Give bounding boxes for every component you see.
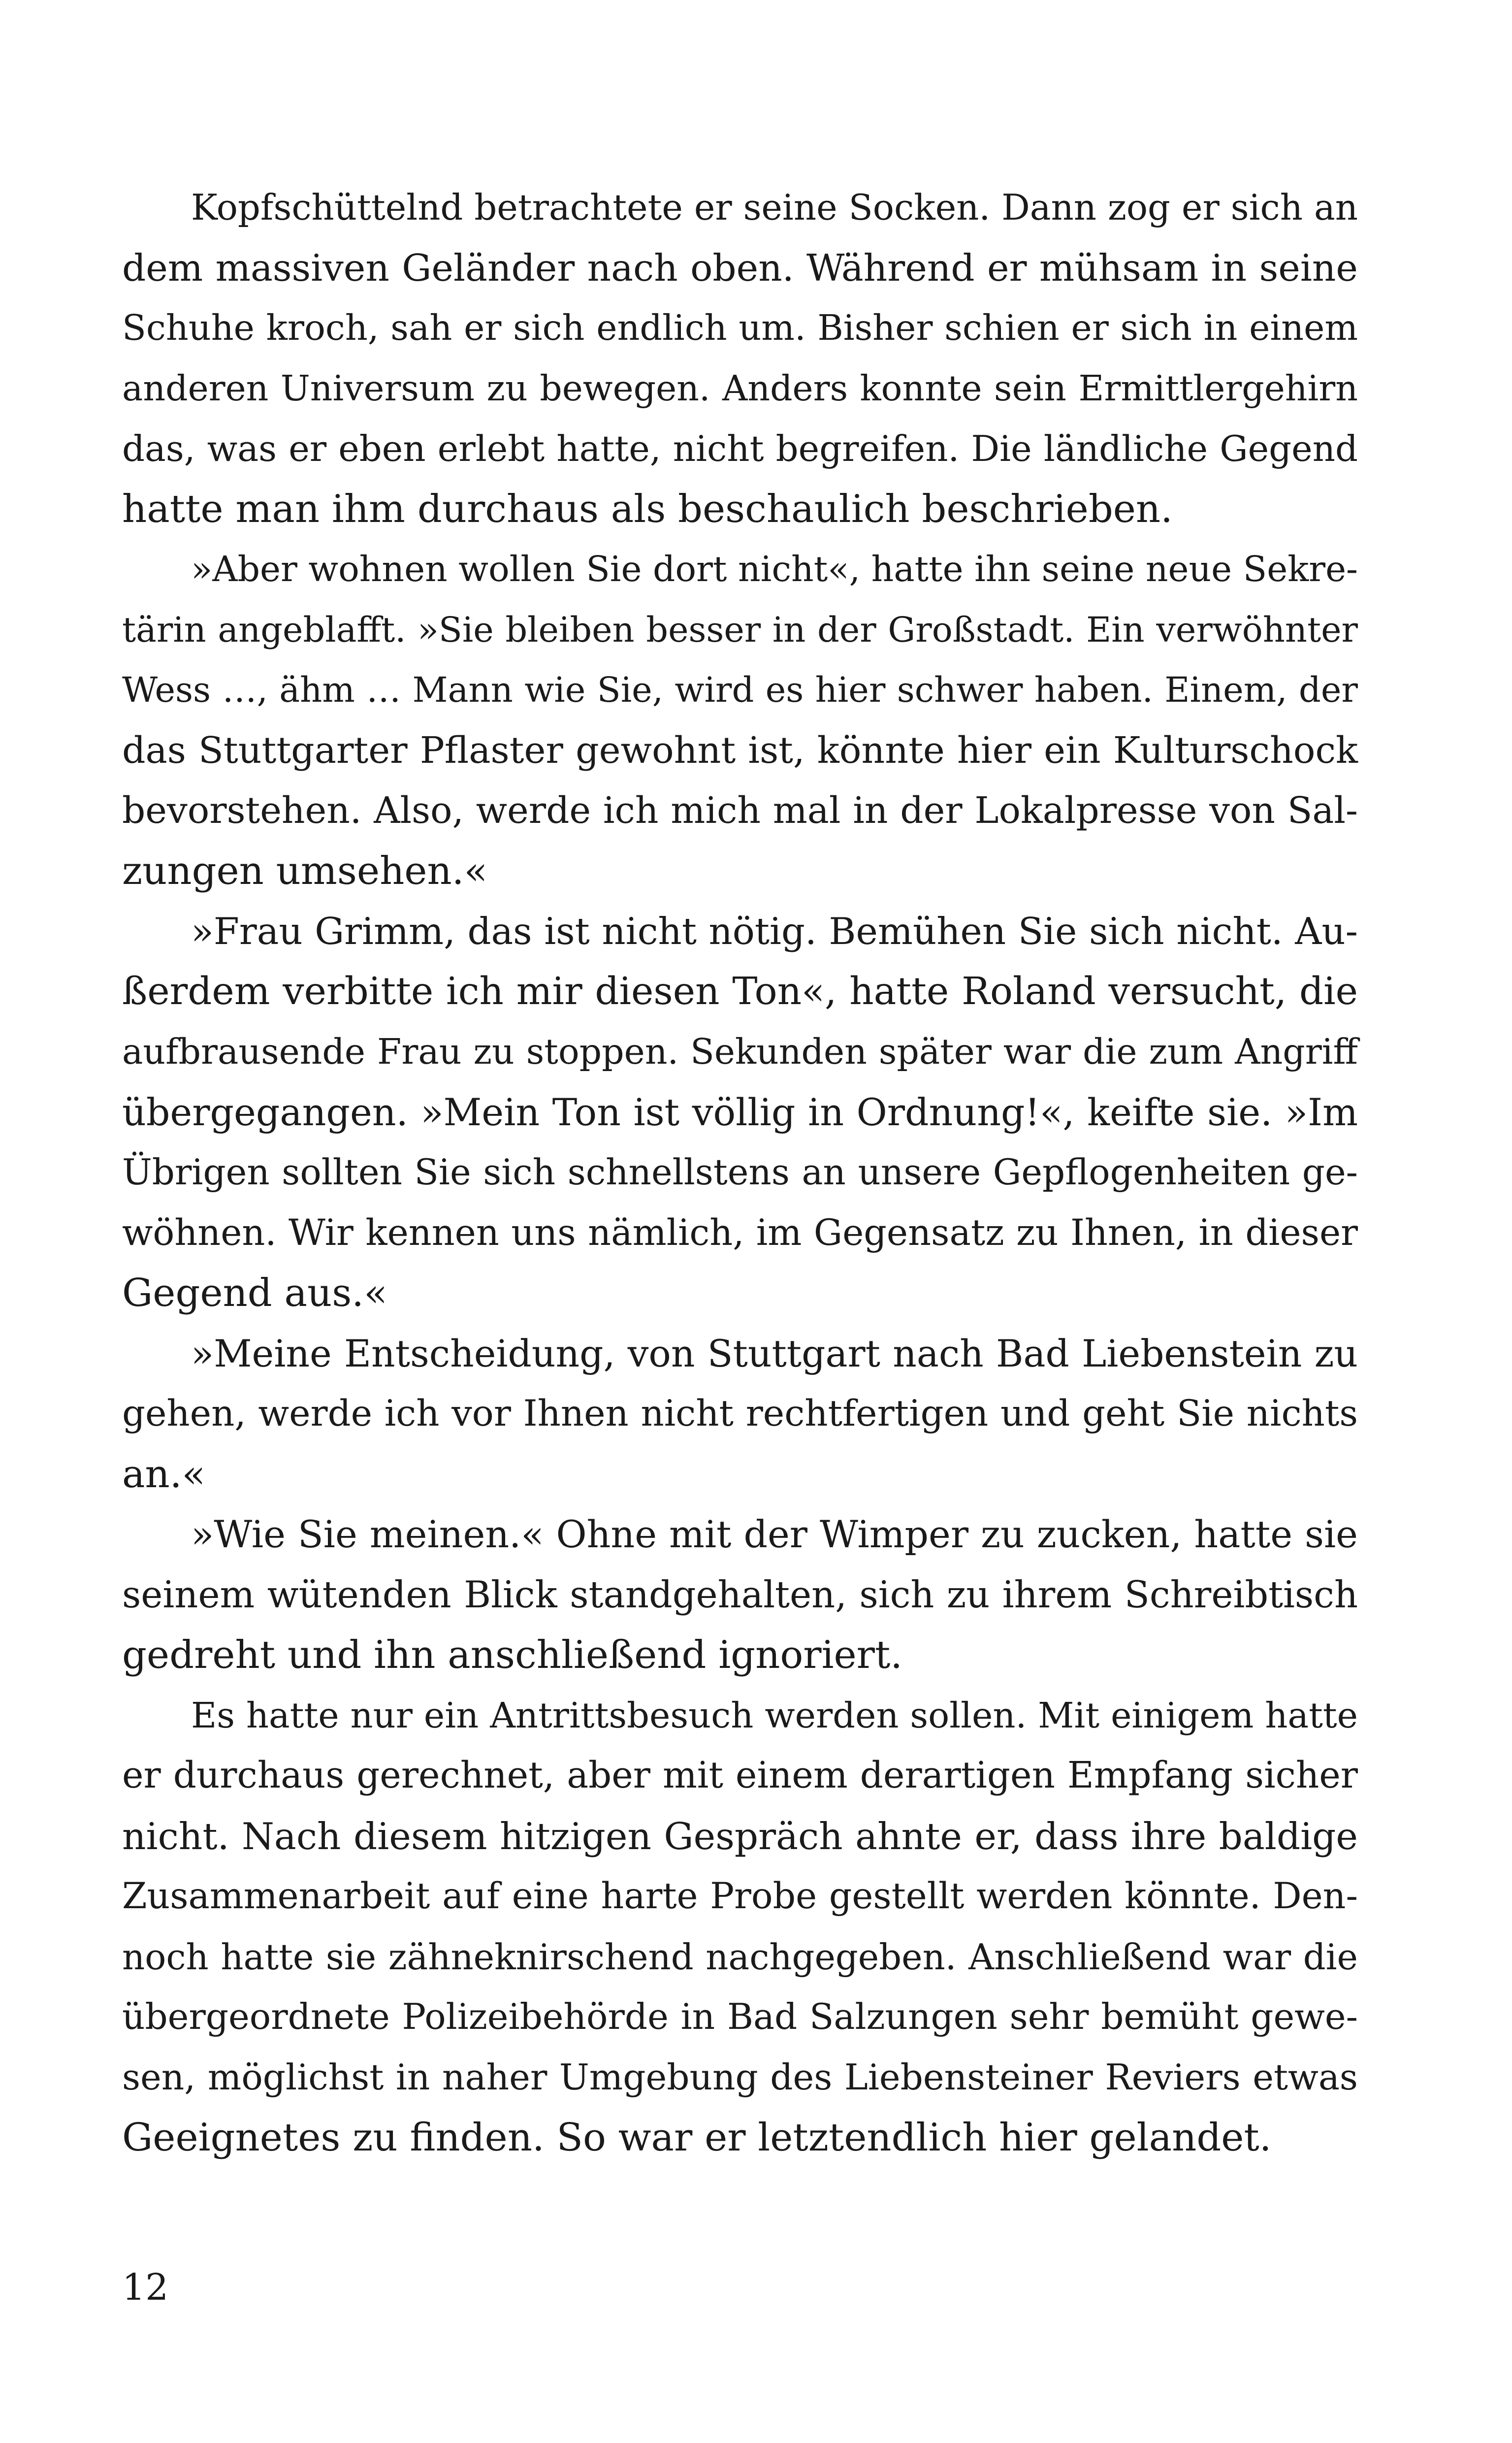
text-line: Kopfschüttelnd betrachtete er seine Socken. Dann zog er sich an — [191, 187, 1358, 228]
text-line: gedreht und ihn anschließend ignoriert. — [122, 1633, 903, 1677]
paragraph — [122, 177, 1358, 539]
paragraph — [122, 1324, 1358, 1505]
text-line: gehen, werde ich vor Ihnen nicht rechtfertigen und geht Sie nichts — [122, 1393, 1358, 1434]
text-line: an.« — [122, 1452, 206, 1497]
text-line: Geeignetes zu finden. So war er letztendlich hier gelandet. — [122, 2116, 1272, 2160]
paragraph — [122, 1686, 1358, 2168]
text-line: bevorstehen. Also, werde ich mich mal in der Lokalpresse von Sal- — [122, 789, 1358, 832]
text-line: übergegangen. »Mein Ton ist völlig in Ordnung!«, keifte sie. »Im — [122, 1090, 1358, 1134]
text-line: Übrigen sollten Sie sich schnellstens an unsere Gepflogenheiten ge- — [122, 1152, 1358, 1193]
text-line: Schuhe kroch, sah er sich endlich um. Bisher schien er sich in einem — [122, 307, 1358, 348]
paragraph — [122, 539, 1358, 901]
text-line: tärin angeblafft. »Sie bleiben besser in der Großstadt. Ein verwöhnter — [122, 609, 1358, 650]
text-line: er durchaus gerechnet, aber mit einem derartigen Empfang sicher — [122, 1755, 1358, 1796]
text-line: sen, möglichst in naher Umgebung des Liebensteiner Reviers etwas — [122, 2056, 1358, 2098]
text-line: Wess …, ähm … Mann wie Sie, wird es hier schwer haben. Einem, der — [122, 670, 1358, 710]
paragraph — [122, 901, 1358, 1324]
text-line: zungen umsehen.« — [122, 848, 488, 893]
text-line: Zusammenarbeit auf eine harte Probe gestellt werden könnte. Den- — [122, 1876, 1358, 1917]
page-number: 12 — [122, 2266, 169, 2309]
text-line: dem massiven Geländer nach oben. Während er mühsam in seine — [122, 246, 1358, 290]
text-line: ßerdem verbitte ich mir diesen Ton«, hatte Roland versucht, die — [122, 969, 1358, 1013]
text-line: anderen Universum zu bewegen. Anders konnte sein Ermittlergehirn — [122, 367, 1358, 409]
text-line: aufbrausende Frau zu stoppen. Sekunden später war die zum Angriff — [122, 1031, 1358, 1072]
text-line: noch hatte sie zähneknirschend nachgegeben. Anschließend war die — [122, 1936, 1358, 1978]
text-line: »Meine Entscheidung, von Stuttgart nach Bad Liebenstein zu — [191, 1332, 1358, 1375]
text-line: Gegend aus.« — [122, 1271, 387, 1315]
text-line: Es hatte nur ein Antrittsbesuch werden sollen. Mit einigem hatte — [191, 1694, 1358, 1736]
text-line: wöhnen. Wir kennen uns nämlich, im Gegensatz zu Ihnen, in dieser — [122, 1211, 1358, 1254]
body-text — [122, 177, 1358, 2168]
text-line: seinem wütenden Blick standgehalten, sich zu ihrem Schreibtisch — [122, 1573, 1358, 1616]
text-line: das Stuttgarter Pflaster gewohnt ist, könnte hier ein Kulturschock — [122, 728, 1358, 772]
paragraph — [122, 1504, 1358, 1686]
text-line: das, was er eben erlebt hatte, nicht begreifen. Die ländliche Gegend — [122, 428, 1358, 469]
text-line: »Aber wohnen wollen Sie dort nicht«, hatte ihn seine neue Sekre- — [191, 549, 1358, 589]
text-line: hatte man ihm durchaus als beschaulich beschrieben. — [122, 487, 1173, 531]
text-line: übergeordnete Polizeibehörde in Bad Salzungen sehr bemüht gewe- — [122, 1996, 1358, 2038]
text-line: nicht. Nach diesem hitzigen Gespräch ahnte er, dass ihre baldige — [122, 1814, 1358, 1858]
text-line: »Wie Sie meinen.« Ohne mit der Wimper zu zucken, hatte sie — [191, 1513, 1358, 1556]
text-line: »Frau Grimm, das ist nicht nötig. Bemühen Sie sich nicht. Au- — [191, 910, 1358, 953]
